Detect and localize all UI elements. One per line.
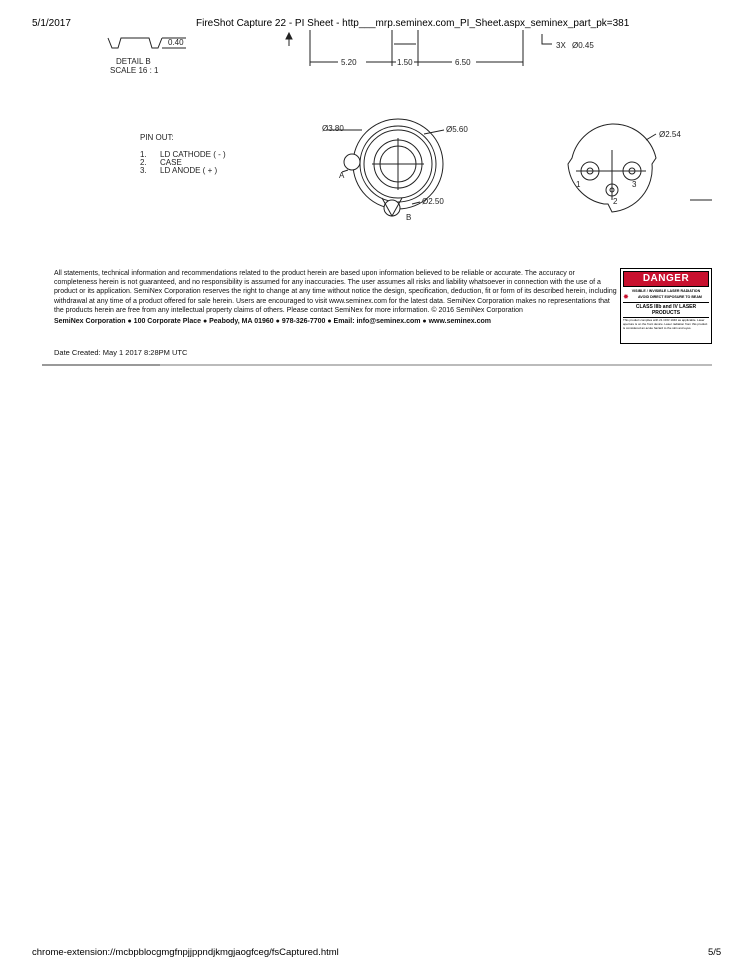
- pin-label-3: 3: [632, 180, 637, 189]
- dia-outer: Ø5.60: [446, 125, 468, 134]
- holes-count: 3X: [556, 41, 566, 50]
- danger-line-2: AVOID DIRECT EXPOSURE TO BEAM: [637, 295, 702, 300]
- label-a: A: [339, 171, 345, 180]
- divider-accent: [42, 364, 160, 366]
- detail-label: DETAIL B: [116, 57, 151, 66]
- pin-label-1: 1: [576, 180, 581, 189]
- pin-2-name: CASE: [160, 158, 182, 167]
- page-number: 5/5: [708, 947, 722, 958]
- pin-3-name: LD ANODE ( + ): [160, 166, 218, 175]
- danger-fine-print: This product complies with 21 CFR 1040 as applicable. Laser aperture is on the front device. Laser radiation from this product is considered an acute hazard to the skin and eyes.: [623, 318, 708, 330]
- danger-class-line-1: CLASS IIIb and IV LASER: [635, 304, 697, 311]
- print-date: 5/1/2017: [32, 18, 71, 29]
- label-b: B: [406, 213, 412, 222]
- technical-drawing: [0, 0, 754, 260]
- danger-line-1: VISIBLE / INVISIBLE LASER RADIATION: [631, 289, 701, 293]
- detail-b-profile: [108, 38, 162, 48]
- dim-1-50: 1.50: [397, 58, 413, 67]
- danger-class-line-2: PRODUCTS: [651, 310, 681, 317]
- pinout-title: PIN OUT:: [140, 133, 174, 142]
- disclaimer-text: All statements, technical information and recommendations related to the product herein are based upon information believed to be reliable or accurate. The accuracy or completeness herein is not guaranteed, and no responsibility is assumed for any inaccuracies. The user assumes all risks and liability whatsoever in connection with the use of a product or its application. SemiNex Corporation reserves the right to change at any time without notice the design, specification, deduction, fit or form of its described herein, including withdrawal at any time of a product offered for sale herein. Users are encouraged to visit www.seminex.com for the latest data. SemiNex Corporation makes no representations that the products herein are free from any intellectual property claims of others. Please contact SemiNex for more information. © 2016 SemiNex Corporation: [54, 270, 617, 314]
- pin-label-2: 2: [613, 197, 618, 206]
- detail-dim: 0.40: [168, 38, 184, 47]
- pin-1-num: 1.: [140, 150, 147, 159]
- danger-title: DANGER: [623, 271, 709, 287]
- dim-6-50: 6.50: [455, 58, 471, 67]
- dia-window: Ø2.50: [422, 197, 444, 206]
- laser-danger-label: [620, 268, 712, 344]
- dia-inner: Ø3.80: [322, 124, 344, 133]
- laser-starburst-icon: ✸: [623, 294, 629, 302]
- pin-3-num: 3.: [140, 166, 147, 175]
- detail-scale: SCALE 16 : 1: [110, 66, 159, 75]
- pin-view: [568, 124, 712, 212]
- dia-pin-circle: Ø2.54: [659, 130, 681, 139]
- dim-5-20: 5.20: [341, 58, 357, 67]
- company-contact-line: SemiNex Corporation ● 100 Corporate Place ● Peabody, MA 01960 ● 978-326-7700 ● Email: info@seminex.com ● www.seminex.com: [54, 318, 491, 325]
- date-created: Date Created: May 1 2017 8:28PM UTC: [54, 348, 188, 357]
- footer-url: chrome-extension://mcbpblocgmgfnpjjppndjkmgjaogfceg/fsCaptured.html: [32, 947, 339, 958]
- holes-dia: Ø0.45: [572, 41, 594, 50]
- print-title: FireShot Capture 22 - PI Sheet - http___mrp.seminex.com_PI_Sheet.aspx_seminex_part_pk=381: [196, 18, 630, 29]
- pin-1-name: LD CATHODE ( - ): [160, 150, 226, 159]
- pin-2-num: 2.: [140, 158, 147, 167]
